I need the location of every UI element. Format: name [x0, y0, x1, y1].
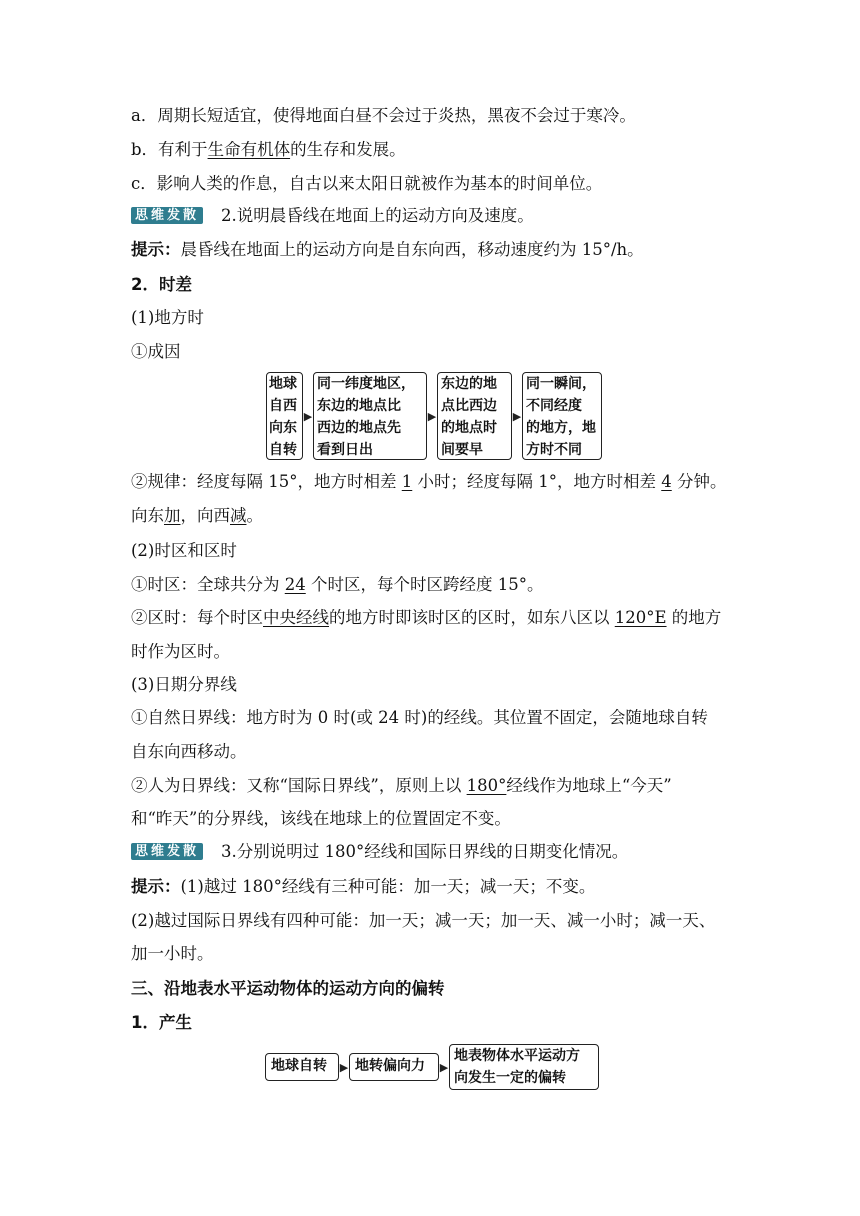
deflection-flowchart — [265, 1044, 599, 1090]
question-3: 思维发散 3.分别说明过 180°经线和国际日界线的日期变化情况。 — [131, 840, 628, 864]
thinking-tag: 思维发散 — [131, 207, 203, 224]
heading-cause: ①成因 — [131, 342, 181, 361]
hint-3-line-1: 提示：(1)越过 180°经线有三种可能：加一天；减一天；不变。 — [131, 877, 596, 896]
zone-time-line-2: 时作为区时。 — [131, 642, 230, 661]
question-2: 思维发散 2.说明晨昏线在地面上的运动方向及速度。 — [131, 204, 534, 228]
flow2-box-2: 地转偏向力 — [349, 1053, 439, 1081]
thinking-tag: 思维发散 — [131, 843, 203, 860]
artificial-date-line-1: ②人为日界线：又称“国际日界线”，原则上以 180°经线作为地球上“今天” — [131, 776, 672, 795]
flow1-box-1: 地球 自西 向东 自转 — [266, 372, 303, 460]
rule-line-2: 向东加，向西减。 — [131, 506, 263, 525]
arrow-icon: ▶ — [512, 409, 522, 423]
flow1-box-3: 东边的地 点比西边 的地点时 间要早 — [437, 372, 512, 460]
arrow-icon: ▶ — [427, 409, 437, 423]
artificial-date-line-2: 和“昨天”的分界线，该线在地球上的位置固定不变。 — [131, 809, 511, 828]
natural-date-line-1: ①自然日界线：地方时为 0 时(或 24 时)的经线。其位置不固定，会随地球自转 — [131, 708, 708, 727]
hint-2: 提示：晨昏线在地面上的运动方向是自东向西，移动速度约为 15°/h。 — [131, 240, 644, 259]
flow1-box-4: 同一瞬间， 不同经度 的地方，地 方时不同 — [522, 372, 602, 460]
rule-line-1: ②规律：经度每隔 15°，地方时相差 1 小时；经度每隔 1°，地方时相差 4 分钟。 — [131, 472, 727, 491]
heading-generation: 1．产生 — [131, 1013, 192, 1032]
arrow-icon: ▶ — [339, 1060, 349, 1074]
heading-local-time: (1)地方时 — [131, 308, 204, 327]
cause-flowchart — [266, 372, 602, 460]
flow2-box-3: 地表物体水平运动方 向发生一定的偏转 — [449, 1044, 599, 1090]
arrow-icon: ▶ — [303, 409, 313, 423]
zone-time-line-1: ②区时：每个时区中央经线的地方时即该时区的区时，如东八区以 120°E 的地方 — [131, 608, 722, 627]
para-a: a．周期长短适宜，使得地面白昼不会过于炎热，黑夜不会过于寒冷。 — [131, 106, 636, 125]
arrow-icon: ▶ — [439, 1060, 449, 1074]
flow2-box-1: 地球自转 — [265, 1053, 339, 1081]
heading-date-line: (3)日期分界线 — [131, 675, 237, 694]
heading-deflection: 三、沿地表水平运动物体的运动方向的偏转 — [131, 979, 445, 998]
hint-3-line-2: (2)越过国际日界线有四种可能：加一天；减一天；加一天、减一小时；减一天、 — [131, 911, 716, 930]
natural-date-line-2: 自东向西移动。 — [131, 742, 247, 761]
time-zone-line: ①时区：全球共分为 24 个时区，每个时区跨经度 15°。 — [131, 575, 544, 594]
heading-time-difference: 2．时差 — [131, 275, 192, 294]
flow1-box-2: 同一纬度地区， 东边的地点比 西边的地点先 看到日出 — [313, 372, 427, 460]
heading-time-zones: (2)时区和区时 — [131, 541, 237, 560]
hint-3-line-3: 加一小时。 — [131, 944, 214, 963]
para-c: c．影响人类的作息，自古以来太阳日就被作为基本的时间单位。 — [131, 174, 603, 193]
para-b: b．有利于生命有机体的生存和发展。 — [131, 140, 406, 159]
